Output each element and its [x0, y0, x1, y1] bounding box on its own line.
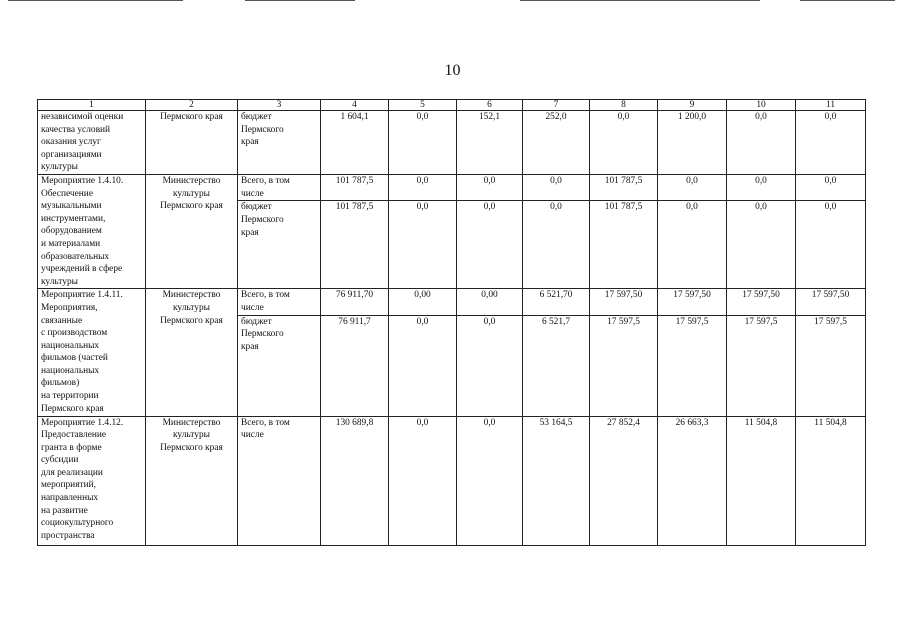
amount-cell: 0,0 [389, 416, 457, 545]
amount-cell: 1 604,1 [321, 111, 389, 175]
table-row [38, 416, 866, 545]
executor: Пермского края [146, 111, 238, 175]
column-number: 9 [658, 100, 727, 111]
page-number: 10 [444, 62, 461, 79]
event-name: Мероприятие 1.4.12. Предоставление гранта в форме субсидии для реализации мероприятий, направленных на развитие социокультурного пространства [38, 416, 146, 545]
amount-cell: 0,0 [796, 111, 866, 175]
column-number: 5 [389, 100, 457, 111]
scan-edge-line-left [8, 0, 183, 1]
column-number: 2 [146, 100, 238, 111]
amount-cell: 26 663,3 [658, 416, 727, 545]
funding-source: бюджет Пермского края [238, 315, 321, 416]
amount-cell: 17 597,50 [658, 289, 727, 315]
amount-cell: 0,0 [389, 111, 457, 175]
amount-cell: 0,0 [389, 174, 457, 200]
event-name: Мероприятие 1.4.11. Мероприятия, связанные с производством национальных фильмов (частей национальных фильмов) на территории Пермского края [38, 289, 146, 416]
amount-cell: 17 597,5 [590, 315, 658, 416]
amount-cell: 0,0 [457, 416, 523, 545]
funding-source: Всего, в том числе [238, 289, 321, 315]
amount-cell: 11 504,8 [727, 416, 796, 545]
amount-cell: 252,0 [523, 111, 590, 175]
executor: Министерство культуры Пермского края [146, 289, 238, 416]
amount-cell: 101 787,5 [321, 174, 389, 200]
amount-cell: 17 597,5 [796, 315, 866, 416]
amount-cell: 0,0 [457, 174, 523, 200]
funding-source: бюджет Пермского края [238, 201, 321, 289]
column-number: 3 [238, 100, 321, 111]
amount-cell: 76 911,7 [321, 315, 389, 416]
amount-cell: 101 787,5 [321, 201, 389, 289]
amount-cell: 0,0 [658, 174, 727, 200]
budget-table [37, 99, 866, 546]
amount-cell: 17 597,50 [727, 289, 796, 315]
amount-cell: 0,0 [523, 174, 590, 200]
amount-cell: 0,0 [457, 315, 523, 416]
column-number: 11 [796, 100, 866, 111]
amount-cell: 152,1 [457, 111, 523, 175]
amount-cell: 0,0 [796, 201, 866, 289]
amount-cell: 130 689,8 [321, 416, 389, 545]
event-name: Мероприятие 1.4.10. Обеспечение музыкальными инструментами, оборудованием и материалами образовательных учреждений в сфере культуры [38, 174, 146, 288]
amount-cell: 0,0 [727, 111, 796, 175]
column-number: 1 [38, 100, 146, 111]
amount-cell: 17 597,50 [796, 289, 866, 315]
amount-cell: 27 852,4 [590, 416, 658, 545]
column-number: 4 [321, 100, 389, 111]
amount-cell: 0,0 [727, 174, 796, 200]
table-row [38, 174, 866, 200]
executor: Министерство культуры Пермского края [146, 416, 238, 545]
amount-cell: 76 911,70 [321, 289, 389, 315]
amount-cell: 6 521,7 [523, 315, 590, 416]
amount-cell: 53 164,5 [523, 416, 590, 545]
scan-edge-line-far-right [800, 0, 895, 1]
amount-cell: 17 597,5 [658, 315, 727, 416]
amount-cell: 101 787,5 [590, 174, 658, 200]
scan-edge-line-mid [245, 0, 355, 1]
funding-source: Всего, в том числе [238, 174, 321, 200]
executor: Министерство культуры Пермского края [146, 174, 238, 288]
event-name: независимой оценки качества условий оказания услуг организациями культуры [38, 111, 146, 175]
amount-cell: 0,00 [389, 289, 457, 315]
column-number-row [38, 100, 866, 111]
amount-cell: 0,0 [457, 201, 523, 289]
amount-cell: 101 787,5 [590, 201, 658, 289]
column-number: 6 [457, 100, 523, 111]
funding-source: Всего, в том числе [238, 416, 321, 545]
amount-cell: 0,00 [457, 289, 523, 315]
amount-cell: 0,0 [727, 201, 796, 289]
funding-source: бюджет Пермского края [238, 111, 321, 175]
column-number: 7 [523, 100, 590, 111]
amount-cell: 0,0 [523, 201, 590, 289]
amount-cell: 0,0 [389, 315, 457, 416]
amount-cell: 17 597,5 [727, 315, 796, 416]
amount-cell: 0,0 [389, 201, 457, 289]
column-number: 10 [727, 100, 796, 111]
amount-cell: 0,0 [658, 201, 727, 289]
amount-cell: 1 200,0 [658, 111, 727, 175]
amount-cell: 11 504,8 [796, 416, 866, 545]
amount-cell: 6 521,70 [523, 289, 590, 315]
amount-cell: 0,0 [590, 111, 658, 175]
table-row [38, 111, 866, 175]
amount-cell: 17 597,50 [590, 289, 658, 315]
scan-edge-line-right [520, 0, 760, 1]
amount-cell: 0,0 [796, 174, 866, 200]
column-number: 8 [590, 100, 658, 111]
table-row [38, 289, 866, 315]
